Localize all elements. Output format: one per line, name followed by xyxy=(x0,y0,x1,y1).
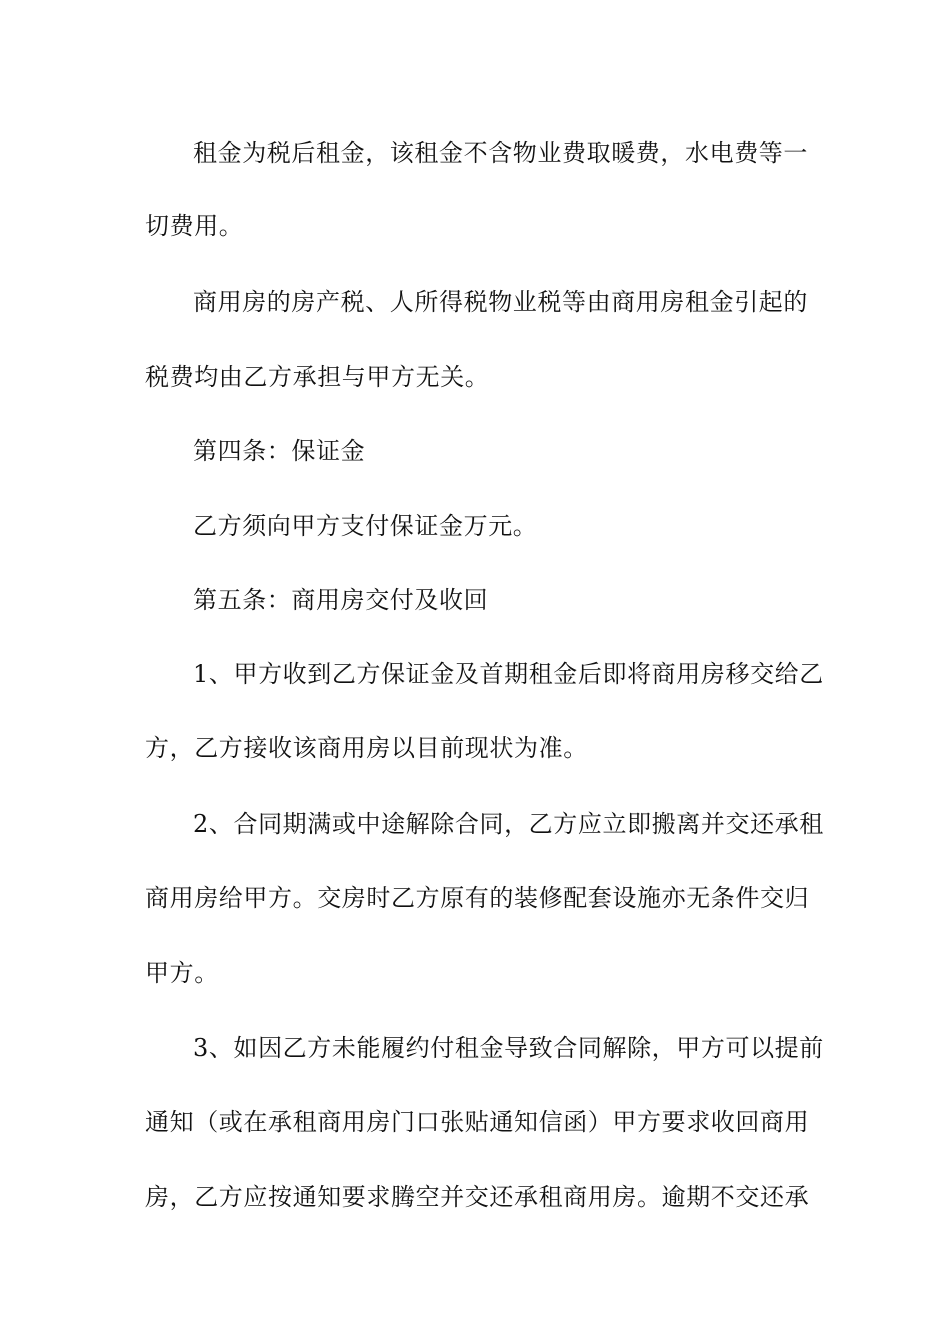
text-line: 乙方须向甲方支付保证金万元。 xyxy=(193,512,538,540)
text-line: 通知（或在承租商用房门口张贴通知信函）甲方要求收回商用 xyxy=(145,1108,810,1136)
text-line: 商用房的房产税、人所得税物业税等由商用房租金引起的 xyxy=(193,288,808,316)
section-heading: 第五条：商用房交付及收回 xyxy=(193,586,489,614)
text-line: 方，乙方接收该商用房以目前现状为准。 xyxy=(145,734,588,762)
text-line: 2、合同期满或中途解除合同，乙方应立即搬离并交还承租 xyxy=(193,810,824,838)
text-line: 税费均由乙方承担与甲方无关。 xyxy=(145,363,490,391)
text-line: 3、如因乙方未能履约付租金导致合同解除，甲方可以提前 xyxy=(193,1034,824,1062)
text-line: 切费用。 xyxy=(145,212,244,240)
section-heading: 第四条：保证金 xyxy=(193,437,366,465)
text-line: 租金为税后租金，该租金不含物业费取暖费，水电费等一 xyxy=(193,139,808,167)
text-line: 商用房给甲方。交房时乙方原有的装修配套设施亦无条件交归 xyxy=(145,884,810,912)
text-line: 1、甲方收到乙方保证金及首期租金后即将商用房移交给乙 xyxy=(193,660,824,688)
text-line: 甲方。 xyxy=(145,959,219,987)
text-line: 房，乙方应按通知要求腾空并交还承租商用房。逾期不交还承 xyxy=(145,1183,810,1211)
